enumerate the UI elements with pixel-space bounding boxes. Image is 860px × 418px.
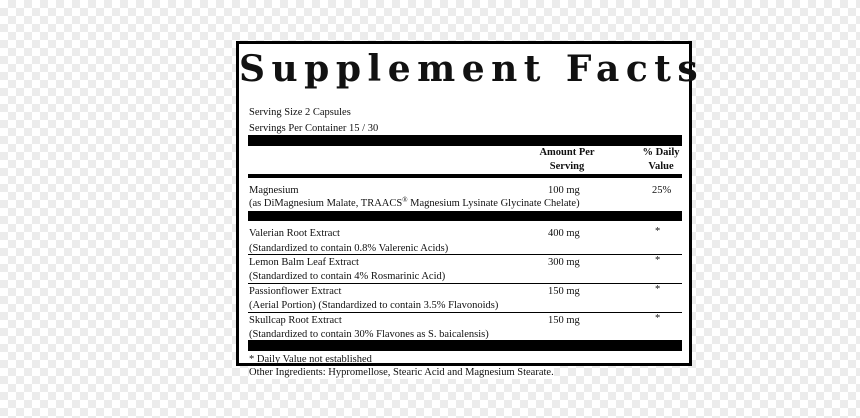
ingredient-name: Lemon Balm Leaf Extract xyxy=(249,257,359,268)
ingredient-dv: * xyxy=(655,255,661,266)
ingredient-amount: 150 mg xyxy=(548,286,580,297)
thick-divider-middle xyxy=(248,211,682,221)
daily-value-header xyxy=(631,146,691,174)
row-divider xyxy=(248,254,682,255)
serving-size: Serving Size 2 Capsules xyxy=(249,107,351,118)
ingredient-name: Passionflower Extract xyxy=(249,286,342,297)
label-title: Supplement Facts xyxy=(239,48,705,90)
magnesium-detail-suffix: Magnesium Lysinate Glycinate Chelate) xyxy=(407,198,580,209)
thick-divider-top xyxy=(248,135,682,146)
ingredient-detail: (Standardized to contain 30% Flavones as S. baicalensis) xyxy=(249,329,489,340)
magnesium-name: Magnesium xyxy=(249,185,299,196)
row-divider xyxy=(248,312,682,313)
magnesium-detail-prefix: (as DiMagnesium Malate, TRAACS xyxy=(249,198,403,209)
footnote: * Daily Value not established xyxy=(249,354,372,365)
other-ingredients: Other Ingredients: Hypromellose, Stearic Acid and Magnesium Stearate. xyxy=(249,367,554,378)
magnesium-detail xyxy=(249,197,580,210)
ingredient-name: Skullcap Root Extract xyxy=(249,315,342,326)
dv-header-line1: % Daily xyxy=(642,147,680,158)
ingredient-detail: (Standardized to contain 0.8% Valerenic Acids) xyxy=(249,243,449,254)
dv-header-line2: Value xyxy=(648,161,674,172)
magnesium-amount: 100 mg xyxy=(548,185,580,196)
amount-per-serving-header xyxy=(527,146,607,174)
amount-header-line2: Serving xyxy=(549,161,585,172)
ingredient-amount: 300 mg xyxy=(548,257,580,268)
amount-header-line1: Amount Per xyxy=(539,147,595,158)
supplement-facts-label xyxy=(236,41,705,366)
ingredient-amount: 400 mg xyxy=(548,228,580,239)
ingredient-dv: * xyxy=(655,313,661,324)
registered-mark: ® xyxy=(402,196,408,204)
ingredient-amount: 150 mg xyxy=(548,315,580,326)
thick-divider-bottom xyxy=(248,340,682,351)
ingredient-detail: (Standardized to contain 4% Rosmarinic Acid) xyxy=(249,271,446,282)
ingredient-dv: * xyxy=(655,284,661,295)
magnesium-dv: 25% xyxy=(652,185,672,196)
header-divider xyxy=(248,174,682,178)
ingredient-name: Valerian Root Extract xyxy=(249,228,340,239)
servings-per-container: Servings Per Container 15 / 30 xyxy=(249,123,379,134)
row-divider xyxy=(248,283,682,284)
ingredient-detail: (Aerial Portion) (Standardized to contain 3.5% Flavonoids) xyxy=(249,300,499,311)
ingredient-dv: * xyxy=(655,226,661,237)
